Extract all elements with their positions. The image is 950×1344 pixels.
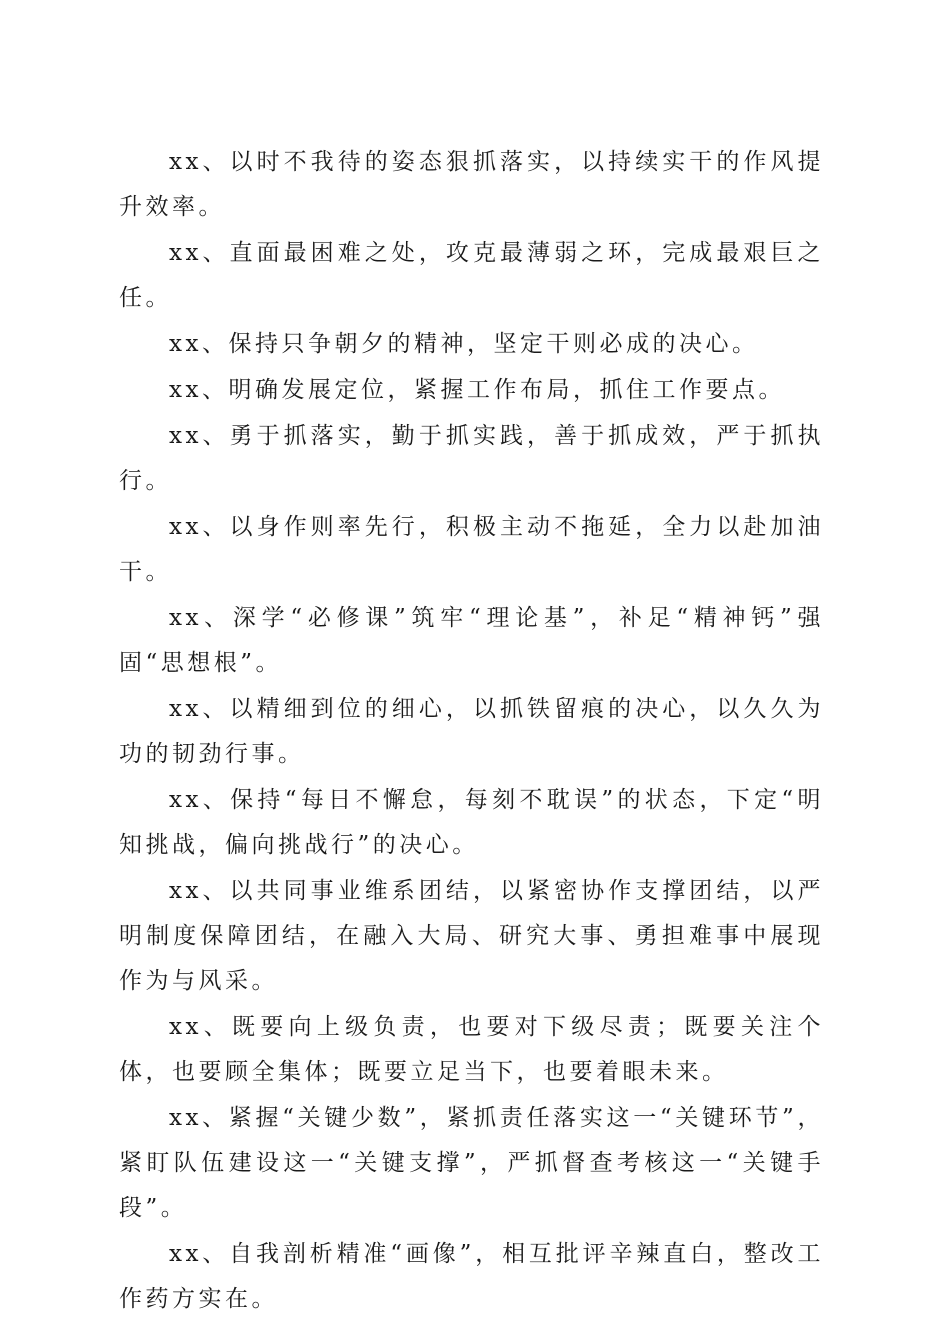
paragraph-13: xx、自我剖析精准“画像”，相互批评辛辣直白，整改工作药方实在。 [119,1241,824,1312]
paragraph-10: xx、以共同事业维系团结，以紧密协作支撑团结，以严明制度保障团结，在融入大局、研究大事、勇担难事中展现作为与风采。 [119,878,824,994]
paragraph-2: xx、直面最困难之处，攻克最薄弱之环，完成最艰巨之任。 [119,240,824,311]
paragraph-7: xx、深学“必修课”筑牢“理论基”，补足“精神钙”强固“思想根”。 [119,605,824,676]
paragraph-5: xx、勇于抓落实，勤于抓实践，善于抓成效，严于抓执行。 [119,423,824,494]
document-body [119,140,824,1323]
paragraph-8: xx、以精细到位的细心，以抓铁留痕的决心，以久久为功的韧劲行事。 [119,696,824,767]
paragraph-9: xx、保持“每日不懈怠，每刻不耽误”的状态，下定“明知挑战，偏向挑战行”的决心。 [119,787,824,858]
paragraph-1: xx、以时不我待的姿态狠抓落实，以持续实干的作风提升效率。 [119,149,824,220]
paragraph-11: xx、既要向上级负责，也要对下级尽责；既要关注个体，也要顾全集体；既要立足当下，也要着眼未来。 [119,1014,824,1085]
paragraph-6: xx、以身作则率先行，积极主动不拖延，全力以赴加油干。 [119,514,824,585]
paragraph-4: xx、明确发展定位，紧握工作布局，抓住工作要点。 [169,377,785,403]
paragraph-3: xx、保持只争朝夕的精神，坚定干则必成的决心。 [169,331,759,357]
paragraph-12: xx、紧握“关键少数”，紧抓责任落实这一“关键环节”，紧盯队伍建设这一“关键支撑”，严抓督查考核这一“关键手段”。 [119,1105,824,1221]
